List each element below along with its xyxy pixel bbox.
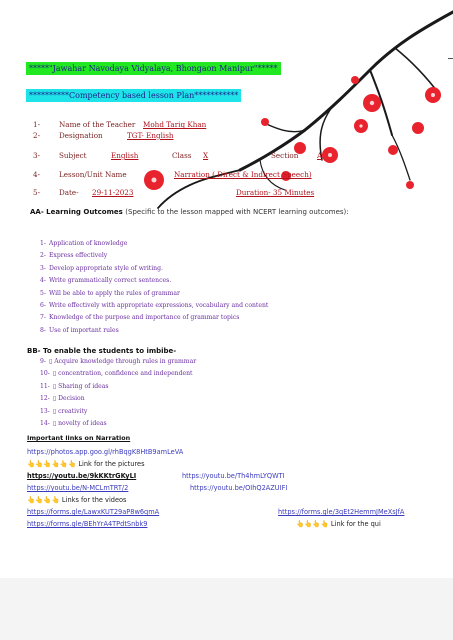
row-number: 5- (33, 188, 41, 197)
subject-label: Subject (59, 151, 87, 160)
form-link-2[interactable]: https://forms.gle/3qEt2HemmJMeXsJfA (278, 508, 405, 516)
list-item: 10- ▯ concentration, confidence and independent (40, 370, 193, 378)
video-link-4[interactable]: https://youtu.be/OIhQ2AZUIFI (190, 484, 288, 492)
videos-label: 👆👆👆👆 Links for the videos (27, 496, 127, 504)
list-item: 5- Will be able to apply the rules of grammar (40, 289, 180, 297)
list-item: 3- Develop appropriate style of writing. (40, 264, 163, 272)
section-label: Section (271, 151, 299, 160)
pictures-label: 👆👆👆👆👆👆 Link for the pictures (27, 460, 145, 468)
blossom-12 (406, 181, 414, 189)
list-item: 1- Application of knowledge (40, 240, 128, 247)
teacher-value: Mohd Tariq Khan (143, 120, 207, 129)
list-item: 13- ▯ creativity (40, 407, 88, 415)
blossom-9 (261, 118, 269, 126)
duration-value: Duration- 35 Minutes (236, 188, 315, 197)
blossom-3 (412, 122, 424, 134)
list-item: 6- Write effectively with appropriate expressions, vocabulary and content (40, 302, 269, 310)
list-item: 14- ▯ novelty of ideas (40, 420, 107, 428)
list-item: 7- Knowledge of the purpose and importance of grammar topics (40, 314, 240, 322)
section-value: A (317, 151, 323, 160)
list-item: 8- Use of important rules (40, 326, 119, 334)
enable-list (40, 356, 196, 430)
outcomes-list (40, 238, 268, 337)
teacher-label: Name of the Teacher (59, 120, 136, 129)
date-label: Date- (59, 188, 79, 197)
class-label: Class (172, 151, 192, 160)
designation-value: TGT- English (127, 131, 174, 140)
outcomes-title: AA- Learning Outcomes (30, 208, 123, 216)
list-item: 12- ▯ Decision (40, 395, 85, 403)
row-number: 1- (33, 120, 41, 129)
list-item: 11- ▯ Sharing of ideas (40, 382, 109, 390)
row-number: 2- (33, 131, 41, 140)
form-label: 👆👆👆👆 Link for the qui (296, 520, 381, 528)
lesson-value: Narration ( Direct & Indirect Speech) (174, 170, 312, 179)
form-link-3[interactable]: https://forms.gle/BEhYrA4TPdtSnbk9 (27, 520, 148, 528)
outcomes-subtitle: (Specific to the lesson mapped with NCERT learning outcomes): (125, 208, 349, 216)
lesson-label: Lesson/Unit Name (59, 170, 127, 179)
blossom-5 (388, 145, 398, 155)
subject-value: English (111, 151, 139, 160)
list-item: 9- ▯ Acquire knowledge through rules in grammar (40, 358, 197, 365)
list-item: 2- Express effectively (40, 252, 108, 260)
lesson-plan-banner: **********Competency based lesson Plan*********** (26, 89, 241, 102)
enable-heading: BB- To enable the students to imbibe- (27, 347, 177, 355)
blossom-11 (351, 76, 359, 84)
row-number: 3- (33, 151, 41, 160)
date-value: 29-11-2023 (92, 188, 134, 197)
school-banner: *****"Jawahar Navodaya Vidyalaya, Bhongaon Manipur"***** (26, 62, 281, 75)
class-value: X (203, 151, 209, 160)
video-link-3[interactable]: https://youtu.be/N-MCLmTRT/2 (27, 484, 129, 492)
designation-label: Designation (59, 131, 103, 140)
video-link-1[interactable]: https://youtu.be/9kKKtrGKyLI (27, 472, 137, 480)
outcomes-heading (30, 208, 349, 216)
photos-link[interactable]: https://photos.app.goo.gl/rhBqgK8HtB9amLeVA (27, 448, 184, 456)
links-title: Important links on Narration (27, 434, 131, 442)
row-number: 4- (33, 170, 41, 179)
list-item: 4- Write grammatically correct sentences. (40, 277, 172, 285)
video-link-2[interactable]: https://youtu.be/Th4hmLYQWTI (182, 472, 285, 480)
form-link-1[interactable]: https://forms.gle/LawxKUT29aP8w6qmA (27, 508, 160, 516)
